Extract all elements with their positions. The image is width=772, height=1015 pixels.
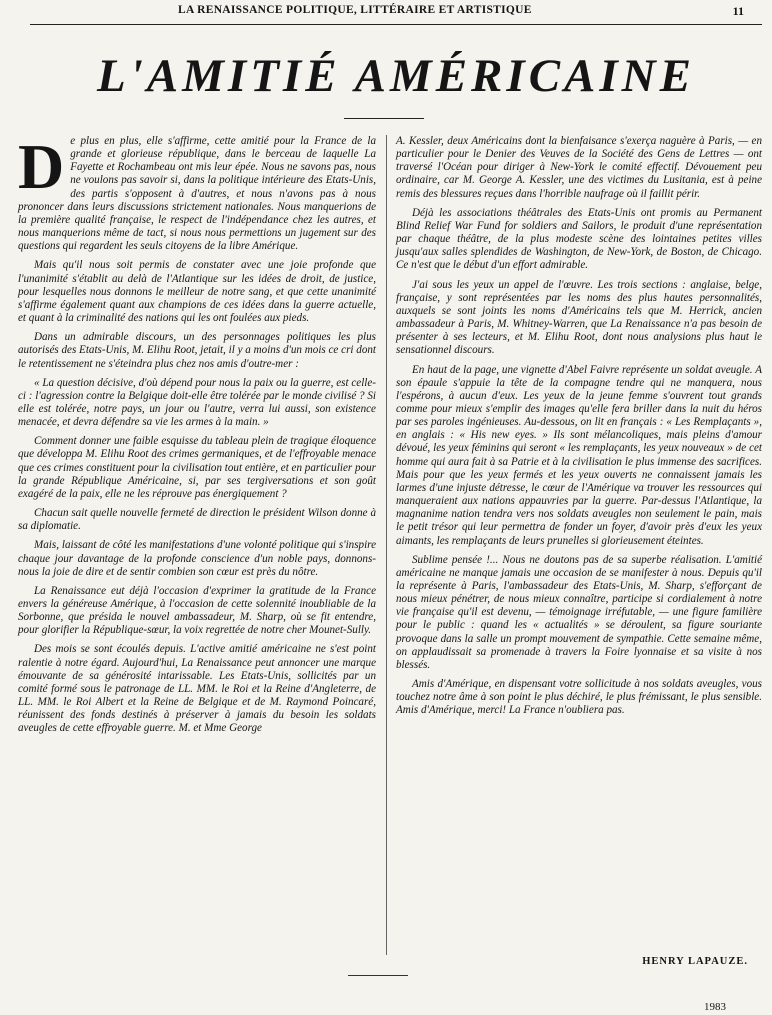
title-rule [344, 118, 424, 119]
paragraph: Des mois se sont écoulés depuis. L'active amitié américaine ne s'est point ralentie à notre égard. Aujourd'hui, La Renaissance peut annoncer une marque émouvante de sa générosité intarissable. Les Etats-Unis, sollicités par un comité formé sous le patronage de LL. MM. le Roi et la Reine d'Angleterre, de LL. MM. le Roi Albert et la Reine de Belgique et de M. Raymond Poincaré, réunissent des fonds destinés à préserver à jamais du besoin les soldats aveugles de cette effroyable guerre. M. et Mme George [18, 643, 376, 735]
right-column [396, 135, 762, 724]
paragraph: Mais qu'il nous soit permis de constater avec une joie profonde que l'unanimité s'établit au delà de l'Atlantique sur les idées de droit, de justice, pour lesquelles nous donnons le meilleur de notre sang, et que cette unanimité s'affirme également quant aux champions de ces idées dans la guerre actuelle, et quant à la criminalité des nations qui les ont foulées aux pieds. [18, 259, 376, 325]
paragraph: Chacun sait quelle nouvelle fermeté de direction le président Wilson donne à sa diplomatie. [18, 507, 376, 533]
page-number-top: 11 [732, 4, 744, 18]
paragraph: J'ai sous les yeux un appel de l'œuvre. Les trois sections : anglaise, belge, française, y sont représentées par les noms des plus hautes personnalités, auxquels se sont joints les noms d'Américains tels que M. Herrick, ancien ambassadeur à Paris, M. Whitney-Warren, que La Renaissance n'a pas besoin de présenter à ses lecteurs, et M. Elihu Root, dont nous analysions plus haut le sensationnel discours. [396, 278, 762, 357]
paragraph: Amis d'Amérique, en dispensant votre sollicitude à nos soldats aveugles, vous touchez notre âme à son point le plus déchiré, le plus frémissant, le plus sensible. Amis d'Amérique, merci! La France n'oubliera pas. [396, 678, 762, 717]
paragraph: Déjà les associations théâtrales des Etats-Unis ont promis au Permanent Blind Relief War Fund for soldiers and Sailors, le produit d'une représentation par chaque théâtre, de la plus modeste scène des lointaines petites villes jusqu'aux salles splendides de Washington, de New-York, de Boston, de Chicago. Ce n'est que le début d'un effort admirable. [396, 206, 762, 272]
paragraph: Comment donner une faible esquisse du tableau plein de tragique éloquence que développa M. Elihu Root des crimes germaniques, et de l'effroyable menace que ces crimes constituent pour la civilisation tout entière, et en particulier pour la grande République Américaine, si, par ses tergiversations et son goût exagéré de la paix, elle ne les réprouve pas énergiquement ? [18, 435, 376, 500]
paragraph: Mais, laissant de côté les manifestations d'une volonté politique qui s'inspire chaque jour davantage de la profonde conscience d'un noble pays, donnons-nous la joie de dire et de sentir combien son cœur est près du nôtre. [18, 539, 376, 578]
paragraph: Sublime pensée !... Nous ne doutons pas de sa superbe réalisation. L'amitié américaine ne manque jamais une occasion de se manifester à nous. Depuis qu'il la représente à Paris, l'ambassadeur des Etats-Unis, M. Sharp, s'efforçant de nous mieux pénétrer, de nous mieux connaître, participe si cordialement à notre vie française qu'il est devenu, — témoignage irréfutable, — une figure familière pour le public : quand les « actualités » se déroulent, sa figure souriante provoque dans la salle un prompt mouvement de sympathie. Cette semaine même, on applaudissait sa promenade à travers la Foire lyonnaise et sa visite à nos blessés. [396, 553, 762, 671]
paragraph: La Renaissance eut déjà l'occasion d'exprimer la gratitude de la France envers la généreuse Amérique, à l'occasion de cette solennité inoubliable de la Sorbonne, que présida le nouvel ambassadeur, M. Sharp, où se fit entendre, pour glorifier la République-sœur, la voix regrettée de notre cher Mounet-Sully. [18, 584, 376, 637]
paragraph: De plus en plus, elle s'affirme, cette amitié pour la France de la grande et glorieuse république, dans le berceau de laquelle La Fayette et Rochambeau ont mis leur épée. Nous ne savons pas, nous ne voulons pas savoir si, dans la politique intérieure des Etats-Unis, des partis s'opposent à d'autres, et nous n'avons pas à nous prononcer dans leurs discussions strictement nationales. Nous manquerions de la première qualité française, le respect de l'indépendance chez les autres, et nous manquerions même de tact, si nous nous permettions un jugement sur des questions qui regardent les seuls citoyens de la libre Amérique. [18, 131, 376, 253]
paragraph: A. Kessler, deux Américains dont la bienfaisance s'exerça naguère à Paris, — en particulier pour le Denier des Veuves de la Société des Gens de Lettres — ont traversé l'Océan pour diriger à New-York le comité effectif. Dévouement peu ordinaire, car M. George A. Kessler, une des victimes du Lusitania, est à peine remis des blessures reçues dans l'horrible naufrage où il faillit périr. [396, 135, 762, 200]
article-title: L'AMITIÉ AMÉRICAINE [97, 50, 695, 102]
author-signature: HENRY LAPAUZE. [642, 956, 748, 967]
end-rule [348, 975, 408, 976]
quotation: « La question décisive, d'où dépend pour nous la paix ou la guerre, est celle-ci : l'agression contre la Belgique doit-elle être tolérée par le monde civilisé ? Si elle est tolérée, notre pays, un jour ou l'autre, verra lui aussi, son existence menacée, et devra défendre sa vie les armes à la main. » [18, 376, 376, 429]
running-head: LA RENAISSANCE POLITIQUE, LITTÉRAIRE ET ARTISTIQUE [178, 4, 532, 16]
paragraph: Dans un admirable discours, un des personnages politiques les plus autorisés des Etats-Unis, M. Elihu Root, jetait, il y a moins d'un mois ce cri dont le retentissement ne s'éteindra plus chez nos amis d'outre-mer : [18, 331, 376, 370]
page-number-bottom: 1983 [704, 1001, 726, 1013]
paragraph: En haut de la page, une vignette d'Abel Faivre représente un soldat aveugle. A son épaule s'appuie la tête de la compagne tendre qui ne manquera, nous l'espérons, à aucun d'eux. Les yeux de la jeune femme s'ouvrent tout grands comme pour mieux s'emplir des images qu'elle fera briller dans la nuit du héros par ses paroles ingénieuses. Au-dessous, on lit en français : « Les Remplaçants », en anglais : « His new eyes. » Ils sont mélancoliques, mais pleins d'amour dévoué, les yeux féminins qui seront « les remplaçants, les yeux nouveaux » de cet homme qui aura fait à sa Patrie et à la civilisation le plus immense des sacrifices. Mais pour que les yeux fermés et les yeux ouverts ne connaissent jamais les larmes d'une injuste détresse, le cœur de l'Amérique va trouver les ressources qui manqueraient aux nations appauvries par la guerre. Par-dessus l'Atlantique, la magnanime nation tendra vers nos soldats aveugles non seulement le pain, mais le petit trésor qui leur permettra de fonder un foyer, d'avoir près d'eux les yeux aimants, les remplaçants de leurs prunelles si glorieusement éteintes. [396, 363, 762, 547]
left-column [18, 131, 376, 742]
column-divider [386, 135, 387, 955]
drop-cap: D [18, 131, 65, 202]
